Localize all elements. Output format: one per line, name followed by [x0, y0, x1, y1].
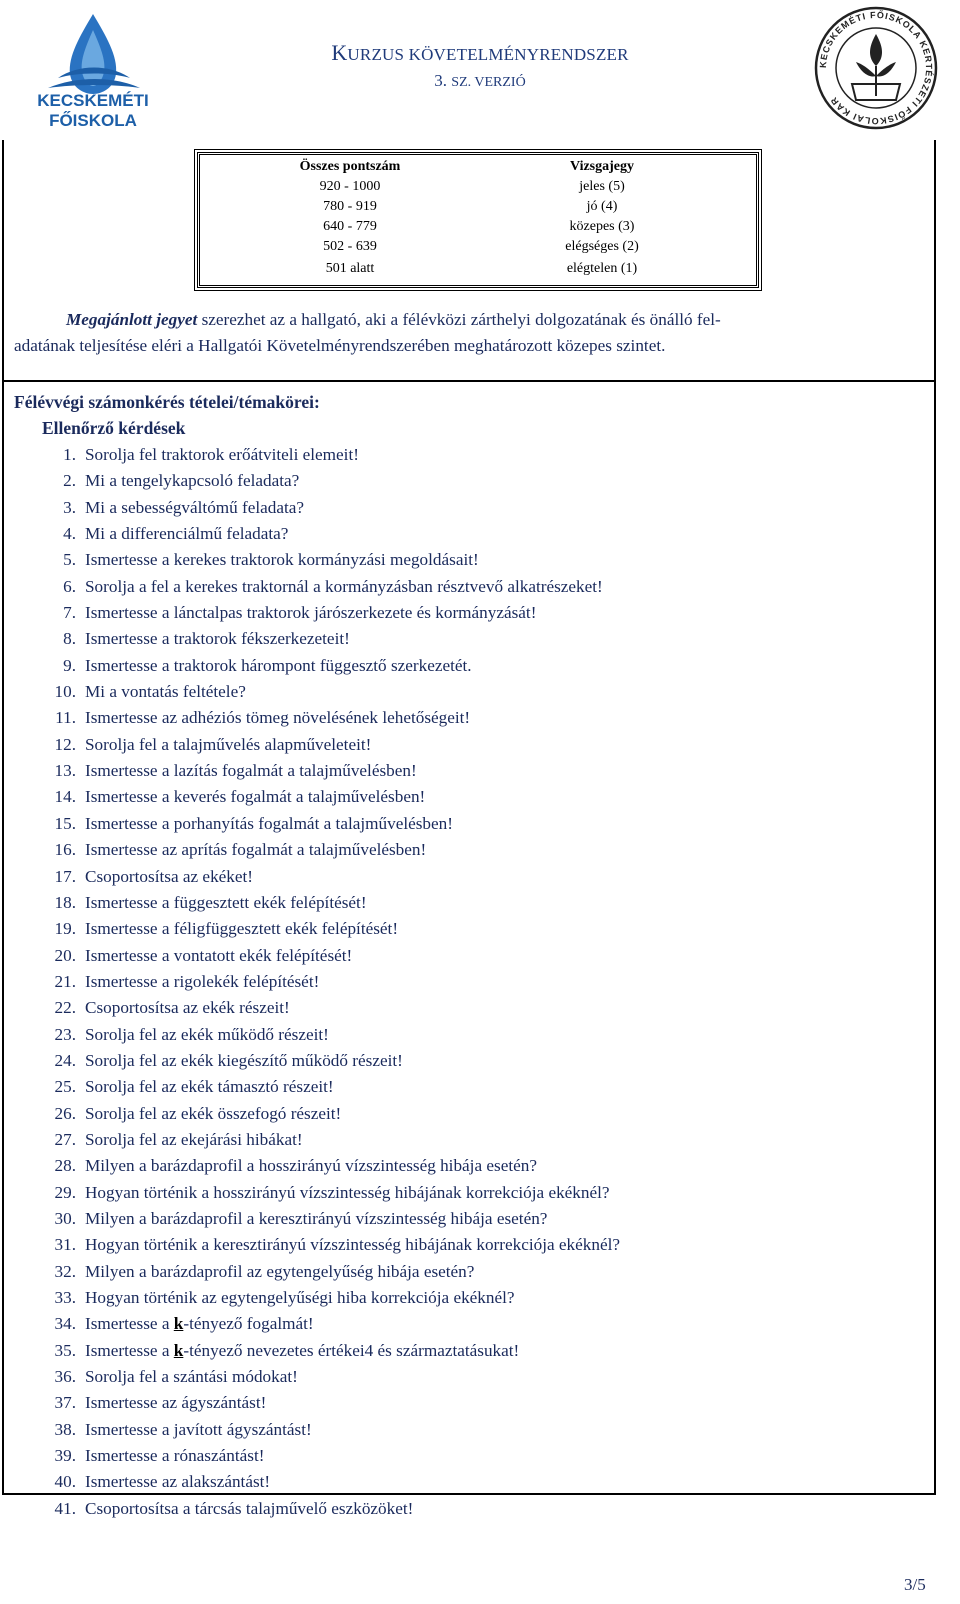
question-number: 4.	[63, 524, 76, 544]
question-item	[42, 1338, 942, 1364]
question-number: 32.	[54, 1261, 76, 1281]
question-item	[42, 969, 942, 995]
question-item	[42, 1469, 942, 1495]
question-text: Ismertesse az alakszántást!	[85, 1472, 271, 1492]
question-number: 11.	[55, 708, 76, 728]
question-text: Ismertesse a rónaszántást!	[85, 1446, 265, 1466]
grade-row: 920 - 1000 jeles (5)	[319, 179, 625, 194]
question-item	[42, 600, 942, 626]
question-item	[42, 1311, 942, 1337]
question-number: 6.	[63, 576, 76, 596]
question-item	[42, 521, 942, 547]
question-number: 35.	[54, 1340, 76, 1360]
question-text: Milyen a barázdaprofil a keresztirányú vízszintesség hibája esetén?	[85, 1208, 548, 1228]
question-number: 2.	[63, 471, 76, 491]
question-number: 16.	[54, 840, 76, 860]
question-number: 17.	[54, 866, 76, 886]
question-item	[42, 1417, 942, 1443]
question-number: 20.	[54, 945, 76, 965]
question-item	[42, 1496, 942, 1522]
question-text: Csoportosítsa a tárcsás talajművelő eszközöket!	[85, 1498, 414, 1518]
question-item	[42, 1285, 942, 1311]
question-item	[42, 943, 942, 969]
question-number: 39.	[54, 1446, 76, 1466]
question-text: Ismertesse a keverés fogalmát a talajművelésben!	[85, 787, 426, 807]
question-item	[42, 1364, 942, 1390]
faculty-seal-logo	[812, 4, 940, 132]
question-item	[42, 1074, 942, 1100]
grade-row: 502 - 639 elégséges (2)	[323, 239, 639, 254]
question-text: Sorolja fel az ekejárási hibákat!	[85, 1129, 303, 1149]
question-item	[42, 837, 942, 863]
subsection-title: Ellenőrző kérdések	[42, 418, 186, 438]
question-number: 29.	[54, 1182, 76, 1202]
grade-table	[197, 152, 759, 288]
question-number: 19.	[54, 919, 76, 939]
header-grade: Vizsgajegy	[569, 159, 635, 174]
question-number: 9.	[63, 655, 76, 675]
question-number: 22.	[54, 998, 76, 1018]
question-text: Ismertesse az aprítás fogalmát a talajművelésben!	[85, 840, 427, 860]
question-number: 3.	[63, 497, 76, 517]
question-text: Sorolja fel az ekék összefogó részeit!	[85, 1103, 342, 1123]
question-item	[42, 1153, 942, 1179]
question-number: 26.	[54, 1103, 76, 1123]
document-version: 3. SZ. VERZIÓ	[434, 71, 526, 90]
question-item	[42, 1390, 942, 1416]
question-text: Sorolja fel az ekék működő részeit!	[85, 1024, 329, 1044]
grade-table-header	[200, 157, 756, 177]
logo-left-line1: KECSKEMÉTI	[37, 91, 149, 110]
section-title: Félévvégi számonkérés tételei/témakörei:	[14, 392, 320, 412]
question-text: Milyen a barázdaprofil a hosszirányú vízszintesség hibája esetén?	[85, 1156, 537, 1176]
question-text: Sorolja fel az ekék kiegészítő működő részeit!	[85, 1050, 403, 1070]
question-number: 1.	[63, 445, 76, 464]
question-item	[42, 916, 942, 942]
question-item	[42, 784, 942, 810]
seal-text: KECSKEMÉTI FŐISKOLA KERTÉSZETI FŐISKOLAI KAR	[817, 9, 935, 127]
question-item	[42, 1206, 942, 1232]
question-item	[42, 679, 942, 705]
section-divider	[2, 380, 936, 382]
question-text: Hogyan történik a hosszirányú vízszintesség hibájának korrekciója ekéknél?	[85, 1182, 610, 1202]
question-list	[42, 442, 942, 1522]
grade-row: 640 - 779 közepes (3)	[323, 219, 635, 234]
grade-row: 780 - 919 jó (4)	[323, 199, 618, 214]
question-item	[42, 1180, 942, 1206]
question-text: Csoportosítsa az ekék részeit!	[85, 998, 290, 1018]
question-number: 8.	[63, 629, 76, 649]
question-text: Ismertesse a kerekes traktorok kormányzási megoldásait!	[85, 550, 479, 570]
question-item	[42, 468, 942, 494]
question-item	[42, 890, 942, 916]
question-text: Ismertesse a függesztett ekék felépítését!	[85, 892, 367, 912]
question-number: 33.	[54, 1288, 76, 1307]
question-text: Ismertesse a féligfüggesztett ekék felépítését!	[85, 919, 399, 939]
question-text: Mi a differenciálmű feladata?	[85, 524, 289, 544]
page-number: 3/5	[904, 1575, 926, 1594]
document-title: KURZUS KÖVETELMÉNYRENDSZER	[331, 40, 629, 65]
question-text: Ismertesse a rigolekék felépítését!	[85, 971, 320, 991]
question-number: 31.	[54, 1235, 76, 1255]
question-number: 12.	[54, 734, 76, 754]
question-number: 14.	[54, 787, 76, 807]
question-text: Csoportosítsa az ekéket!	[85, 866, 254, 886]
question-item	[42, 574, 942, 600]
question-text: Sorolja fel a talajművelés alapműveleteit!	[85, 734, 372, 754]
question-item	[42, 705, 942, 731]
question-number: 5.	[63, 550, 76, 570]
question-text: Ismertesse az adhéziós tömeg növelésének lehetőségeit!	[85, 708, 471, 728]
question-text: Milyen a barázdaprofil az egytengelyűség hibája esetén?	[85, 1261, 475, 1281]
question-text: Ismertesse a traktorok hárompont függesztő szerkezetét.	[85, 655, 472, 675]
question-item	[42, 811, 942, 837]
question-number: 36.	[54, 1367, 76, 1387]
question-number: 28.	[54, 1156, 76, 1176]
question-text: Ismertesse a javított ágyszántást!	[85, 1419, 312, 1439]
question-item	[42, 1259, 942, 1285]
question-text: Mi a vontatás feltétele?	[85, 682, 246, 702]
question-text: Ismertesse a k-tényező nevezetes értékei4 és származtatásukat!	[85, 1340, 520, 1360]
question-item	[42, 732, 942, 758]
question-text: Ismertesse az ágyszántást!	[85, 1393, 267, 1413]
question-text: Hogyan történik az egytengelyűségi hiba korrekciója ekéknél?	[85, 1288, 515, 1307]
question-item	[42, 758, 942, 784]
question-text: Sorolja fel traktorok erőátviteli elemeit!	[85, 445, 359, 464]
question-item	[42, 547, 942, 573]
question-number: 41.	[54, 1498, 76, 1518]
question-number: 13.	[54, 761, 76, 781]
question-text: Ismertesse a lánctalpas traktorok járószerkezete és kormányzását!	[85, 603, 537, 623]
offered-grade-emphasis: Megajánlott jegyet	[66, 310, 198, 329]
question-number: 30.	[54, 1208, 76, 1228]
question-number: 40.	[54, 1472, 76, 1492]
question-item	[42, 995, 942, 1021]
question-item	[42, 626, 942, 652]
grade-row: 501 alatt elégtelen (1)	[325, 261, 638, 276]
question-number: 38.	[54, 1419, 76, 1439]
question-number: 18.	[54, 892, 76, 912]
frame-left	[2, 140, 4, 1495]
question-text: Sorolja fel az ekék támasztó részeit!	[85, 1077, 334, 1097]
header-points: Összes pontszám	[299, 159, 401, 174]
question-text: Ismertesse a porhanyítás fogalmát a talajművelésben!	[85, 813, 453, 833]
question-number: 21.	[54, 971, 76, 991]
question-number: 27.	[54, 1129, 76, 1149]
question-item	[42, 1101, 942, 1127]
question-text: Mi a tengelykapcsoló feladata?	[85, 471, 300, 491]
question-number: 23.	[54, 1024, 76, 1044]
logo-left-line2: FŐISKOLA	[49, 111, 137, 130]
question-item	[42, 653, 942, 679]
question-number: 37.	[54, 1393, 76, 1413]
question-text: Ismertesse a lazítás fogalmát a talajművelésben!	[85, 761, 417, 781]
question-item	[42, 1232, 942, 1258]
question-text: Sorolja fel a szántási módokat!	[85, 1367, 298, 1387]
question-number: 34.	[54, 1314, 76, 1334]
question-item	[42, 442, 942, 468]
question-text: Ismertesse a traktorok fékszerkezeteit!	[85, 629, 350, 649]
question-item	[42, 495, 942, 521]
question-text: Ismertesse a vontatott ekék felépítését!	[85, 945, 353, 965]
question-item	[42, 1127, 942, 1153]
offered-grade-paragraph-line2: adatának teljesítése eléri a Hallgatói Követelményrendszerében meghatározott közepes szintet.	[14, 336, 666, 355]
question-item	[42, 864, 942, 890]
question-text: Ismertesse a k-tényező fogalmát!	[85, 1314, 314, 1334]
question-item	[42, 1022, 942, 1048]
question-number: 15.	[54, 813, 76, 833]
question-item	[42, 1443, 942, 1469]
question-item	[42, 1048, 942, 1074]
question-number: 24.	[54, 1050, 76, 1070]
question-number: 25.	[54, 1077, 76, 1097]
question-text: Hogyan történik a keresztirányú vízszintesség hibájának korrekciója ekéknél?	[85, 1235, 620, 1255]
kecskemeti-foiskola-logo	[18, 6, 168, 134]
question-number: 10.	[54, 682, 76, 702]
offered-grade-paragraph-line1: Megajánlott jegyet szerezhet az a hallgató, aki a félévközi zárthelyi dolgozatának és önálló fel-	[66, 310, 721, 329]
question-text: Sorolja a fel a kerekes traktornál a kormányzásban résztvevő alkatrészeket!	[85, 576, 603, 596]
question-number: 7.	[63, 603, 76, 623]
question-text: Mi a sebességváltómű feladata?	[85, 497, 305, 517]
